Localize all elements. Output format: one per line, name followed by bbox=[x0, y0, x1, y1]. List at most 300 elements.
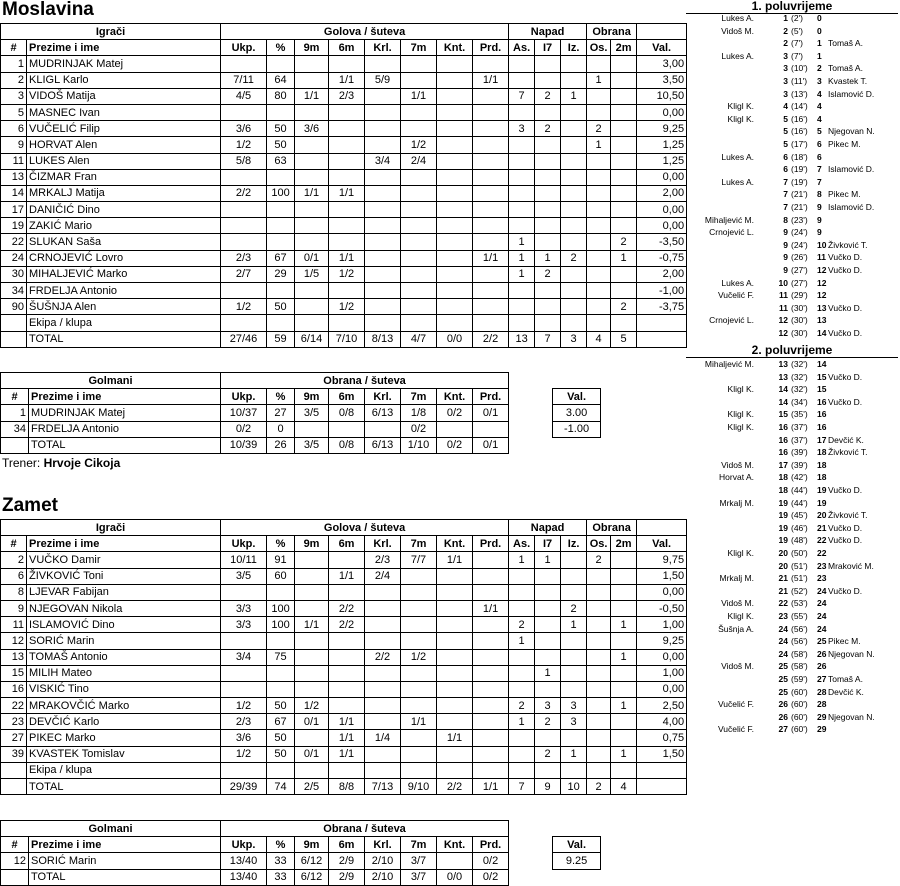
score-home: 4 bbox=[783, 101, 788, 112]
col-krl: Krl. bbox=[365, 389, 401, 405]
table-cell: 9,25 bbox=[637, 633, 687, 649]
table-cell bbox=[437, 137, 473, 153]
table-cell bbox=[561, 266, 587, 282]
ekipa-label: Ekipa / klupa bbox=[27, 315, 221, 331]
scorer-home: Crnojević L. bbox=[709, 315, 754, 326]
table-cell: 12 bbox=[1, 633, 27, 649]
table-cell bbox=[535, 681, 561, 697]
table-cell: 23 bbox=[1, 714, 27, 730]
table-cell bbox=[365, 600, 401, 616]
col-knt: Knt. bbox=[437, 40, 473, 56]
table-cell: 6/14 bbox=[295, 331, 329, 347]
table-cell bbox=[473, 568, 509, 584]
table-cell: 10 bbox=[561, 779, 587, 795]
table-cell bbox=[221, 234, 267, 250]
table-cell: 1/2 bbox=[329, 266, 365, 282]
table-cell: 2 bbox=[509, 698, 535, 714]
table-cell: -1.00 bbox=[553, 421, 601, 437]
minute: (34') bbox=[791, 396, 808, 407]
score-away: 5 bbox=[817, 126, 822, 137]
score-home: 16 bbox=[778, 422, 788, 432]
table-cell bbox=[401, 218, 437, 234]
group-obrana: Obrana bbox=[587, 24, 637, 40]
table-cell bbox=[437, 218, 473, 234]
table-cell: 22 bbox=[1, 234, 27, 250]
score-home: 19 bbox=[778, 535, 788, 546]
table-cell bbox=[473, 104, 509, 120]
scorer-home: Vidoš M. bbox=[721, 25, 754, 36]
table-cell: 7/13 bbox=[365, 779, 401, 795]
table-cell bbox=[401, 283, 437, 299]
score-home: 26 bbox=[778, 711, 788, 722]
empty-cell bbox=[295, 762, 329, 778]
table-cell: 26 bbox=[267, 437, 295, 453]
table-cell: 67 bbox=[267, 714, 295, 730]
table-cell: 2 bbox=[535, 746, 561, 762]
table-cell: 1/1 bbox=[401, 714, 437, 730]
col-num: # bbox=[1, 40, 27, 56]
goal-event bbox=[686, 277, 898, 289]
score-away: 6 bbox=[817, 151, 822, 162]
scorer-home: Mrkalj M. bbox=[719, 497, 754, 508]
score-home: 13 bbox=[778, 371, 788, 382]
scorer-home: Kligl K. bbox=[727, 384, 754, 395]
score-away: 10 bbox=[817, 239, 827, 250]
player-row bbox=[1, 121, 687, 137]
player-row bbox=[1, 153, 687, 169]
col-krl: Krl. bbox=[365, 40, 401, 56]
table-cell bbox=[365, 202, 401, 218]
minute: (16') bbox=[791, 113, 808, 124]
table-cell bbox=[437, 56, 473, 72]
table-cell bbox=[329, 283, 365, 299]
empty-cell bbox=[637, 315, 687, 331]
score-home: 10 bbox=[778, 277, 788, 288]
goal-event bbox=[686, 509, 898, 521]
table-cell bbox=[437, 617, 473, 633]
table-cell bbox=[611, 121, 637, 137]
goal-event bbox=[686, 446, 898, 458]
score-home: 20 bbox=[778, 548, 788, 558]
coach-label: Trener: bbox=[2, 456, 41, 470]
empty-cell bbox=[637, 520, 687, 536]
table-cell: 7/10 bbox=[329, 331, 365, 347]
goal-event bbox=[686, 371, 898, 383]
table-cell: 3 bbox=[561, 698, 587, 714]
player-row bbox=[1, 283, 687, 299]
player-row bbox=[1, 600, 687, 616]
empty-cell bbox=[509, 389, 553, 405]
score-home: 7 bbox=[783, 176, 788, 187]
empty-cell bbox=[509, 869, 601, 885]
table-cell bbox=[535, 617, 561, 633]
col-os: Os. bbox=[587, 536, 611, 552]
table-cell: 1/1 bbox=[473, 72, 509, 88]
table-cell bbox=[587, 698, 611, 714]
minute: (42') bbox=[791, 472, 808, 483]
table-cell bbox=[295, 104, 329, 120]
player-row bbox=[1, 552, 687, 568]
minute: (53') bbox=[791, 598, 808, 609]
table-cell: 16 bbox=[1, 681, 27, 697]
player-row bbox=[1, 617, 687, 633]
col-val: Val. bbox=[637, 536, 687, 552]
player-row bbox=[1, 746, 687, 762]
col-ukp: Ukp. bbox=[221, 837, 267, 853]
player-row bbox=[1, 56, 687, 72]
scorer-away: Pikec M. bbox=[828, 636, 861, 647]
player-row bbox=[1, 633, 687, 649]
minute: (51') bbox=[791, 573, 808, 584]
score-home: 15 bbox=[778, 409, 788, 420]
empty-cell bbox=[437, 762, 473, 778]
table-cell bbox=[437, 681, 473, 697]
table-cell bbox=[401, 202, 437, 218]
table-cell: VISKIĆ Tino bbox=[27, 681, 221, 697]
table-cell bbox=[267, 584, 295, 600]
table-cell bbox=[295, 169, 329, 185]
table-cell bbox=[267, 633, 295, 649]
table-cell bbox=[401, 234, 437, 250]
table-cell: 2 bbox=[535, 121, 561, 137]
table-cell bbox=[365, 714, 401, 730]
table-cell: 7 bbox=[509, 779, 535, 795]
table-cell bbox=[401, 250, 437, 266]
col-m7: 7m bbox=[401, 536, 437, 552]
table-cell: 1 bbox=[561, 88, 587, 104]
minute: (29') bbox=[791, 290, 808, 301]
table-cell: 1/2 bbox=[401, 649, 437, 665]
total-label: TOTAL bbox=[27, 331, 221, 347]
minute: (50') bbox=[791, 548, 808, 558]
table-cell bbox=[437, 665, 473, 681]
table-cell bbox=[473, 649, 509, 665]
table-cell bbox=[365, 746, 401, 762]
empty-cell bbox=[535, 762, 561, 778]
table-cell: 2 bbox=[587, 552, 611, 568]
table-cell bbox=[535, 584, 561, 600]
table-cell bbox=[365, 218, 401, 234]
score-home: 16 bbox=[778, 447, 788, 458]
scorer-home: Lukes A. bbox=[721, 151, 754, 162]
score-away: 17 bbox=[817, 434, 827, 445]
table-cell bbox=[535, 600, 561, 616]
table-cell: SORIĆ Marin bbox=[29, 853, 221, 869]
table-cell bbox=[509, 153, 535, 169]
table-cell: 27 bbox=[267, 405, 295, 421]
score-home: 20 bbox=[778, 560, 788, 571]
player-row bbox=[1, 137, 687, 153]
goal-event bbox=[686, 201, 898, 213]
score-home: 12 bbox=[778, 315, 788, 326]
goal-event bbox=[686, 522, 898, 534]
table-cell: 50 bbox=[267, 299, 295, 315]
table-cell bbox=[611, 552, 637, 568]
minute: (56') bbox=[791, 623, 808, 634]
home-goalkeepers-table bbox=[0, 372, 601, 454]
gk-column-header-row bbox=[1, 389, 601, 405]
scorer-home: Vidoš M. bbox=[721, 459, 754, 470]
table-cell: 1 bbox=[587, 72, 611, 88]
col-name: Prezime i ime bbox=[29, 837, 221, 853]
table-cell: -1,00 bbox=[637, 283, 687, 299]
table-cell: MASNEC Ivan bbox=[27, 104, 221, 120]
table-cell bbox=[437, 584, 473, 600]
table-cell: 1 bbox=[509, 633, 535, 649]
col-ukp: Ukp. bbox=[221, 536, 267, 552]
scorer-away: Vučko D. bbox=[828, 265, 863, 275]
score-home: 9 bbox=[783, 265, 788, 275]
table-cell: 1/1 bbox=[329, 185, 365, 201]
gk-column-header-row bbox=[1, 837, 601, 853]
gk-row bbox=[1, 421, 601, 437]
table-cell: 2/9 bbox=[329, 869, 365, 885]
score-home: 14 bbox=[778, 384, 788, 395]
score-away: 7 bbox=[817, 164, 822, 175]
table-cell bbox=[473, 299, 509, 315]
score-home: 5 bbox=[783, 126, 788, 137]
goal-event bbox=[686, 698, 898, 710]
table-cell bbox=[329, 56, 365, 72]
col-knt: Knt. bbox=[437, 837, 473, 853]
table-cell: -3,75 bbox=[637, 299, 687, 315]
total-label: TOTAL bbox=[27, 779, 221, 795]
score-home: 3 bbox=[783, 76, 788, 86]
table-cell bbox=[509, 665, 535, 681]
score-home: 24 bbox=[778, 648, 788, 659]
table-cell: 67 bbox=[267, 250, 295, 266]
scorer-home: Kligl K. bbox=[727, 113, 754, 124]
goal-event bbox=[686, 572, 898, 584]
table-cell: 24 bbox=[1, 250, 27, 266]
table-cell bbox=[329, 681, 365, 697]
table-cell: 29 bbox=[267, 266, 295, 282]
table-cell bbox=[401, 266, 437, 282]
score-home: 3 bbox=[783, 50, 788, 61]
table-cell bbox=[473, 665, 509, 681]
score-away: 13 bbox=[817, 302, 827, 313]
scorer-away: Njegovan N. bbox=[828, 648, 875, 659]
table-cell bbox=[295, 665, 329, 681]
table-cell: 7/11 bbox=[221, 72, 267, 88]
table-cell bbox=[587, 185, 611, 201]
score-away: 28 bbox=[817, 699, 827, 710]
minute: (39') bbox=[791, 459, 808, 470]
table-cell: 1/1 bbox=[329, 714, 365, 730]
ekipa-label: Ekipa / klupa bbox=[27, 762, 221, 778]
table-cell: 2/2 bbox=[473, 331, 509, 347]
group-header-row bbox=[1, 24, 687, 40]
table-cell bbox=[267, 104, 295, 120]
table-cell bbox=[535, 56, 561, 72]
table-cell: SLUKAN Saša bbox=[27, 234, 221, 250]
score-away: 9 bbox=[817, 202, 822, 212]
table-cell bbox=[509, 137, 535, 153]
group-golova: Golova / šuteva bbox=[221, 520, 509, 536]
table-cell: 2,50 bbox=[637, 698, 687, 714]
table-cell: 3/6 bbox=[221, 730, 267, 746]
table-cell bbox=[535, 153, 561, 169]
table-cell: VUČKO Damir bbox=[27, 552, 221, 568]
goal-event bbox=[686, 37, 898, 49]
score-away: 19 bbox=[817, 485, 827, 495]
score-home: 11 bbox=[779, 290, 788, 301]
table-cell bbox=[437, 283, 473, 299]
player-row bbox=[1, 665, 687, 681]
table-cell: 0,00 bbox=[637, 681, 687, 697]
empty-cell bbox=[221, 315, 267, 331]
scorer-away: Devčić K. bbox=[828, 686, 864, 697]
table-cell bbox=[401, 681, 437, 697]
table-cell: 2/2 bbox=[329, 600, 365, 616]
scorer-away: Njegovan N. bbox=[828, 711, 875, 722]
table-cell: 3/6 bbox=[295, 121, 329, 137]
goal-event bbox=[686, 383, 898, 395]
score-away: 1 bbox=[817, 50, 822, 61]
total-row bbox=[1, 779, 687, 795]
table-cell: 1 bbox=[611, 250, 637, 266]
table-cell: 10,50 bbox=[637, 88, 687, 104]
table-cell bbox=[561, 299, 587, 315]
table-cell: 1/1 bbox=[295, 185, 329, 201]
score-home: 3 bbox=[783, 63, 788, 74]
scorer-away: Živković T. bbox=[828, 510, 868, 521]
score-away: 22 bbox=[817, 535, 827, 546]
empty-cell bbox=[611, 762, 637, 778]
table-cell bbox=[587, 153, 611, 169]
empty-cell bbox=[365, 762, 401, 778]
table-cell bbox=[535, 137, 561, 153]
scorer-home: Mihaljević M. bbox=[704, 214, 754, 225]
goal-event bbox=[686, 151, 898, 163]
score-away: 19 bbox=[817, 497, 827, 508]
table-cell bbox=[295, 730, 329, 746]
table-cell bbox=[509, 104, 535, 120]
table-cell: 1 bbox=[611, 649, 637, 665]
table-cell bbox=[473, 121, 509, 137]
table-cell: 75 bbox=[267, 649, 295, 665]
table-cell bbox=[535, 72, 561, 88]
table-cell bbox=[611, 218, 637, 234]
table-cell bbox=[587, 283, 611, 299]
minute: (60') bbox=[791, 724, 808, 735]
table-cell bbox=[437, 250, 473, 266]
score-home: 6 bbox=[783, 151, 788, 162]
table-cell: 74 bbox=[267, 779, 295, 795]
table-cell bbox=[561, 218, 587, 234]
scorer-home: Vučelić F. bbox=[717, 699, 754, 710]
table-cell: 60 bbox=[267, 568, 295, 584]
table-cell: 1/2 bbox=[221, 137, 267, 153]
empty-cell bbox=[509, 437, 601, 453]
table-cell bbox=[401, 746, 437, 762]
minute: (37') bbox=[791, 422, 808, 432]
table-cell: 0/0 bbox=[437, 331, 473, 347]
table-cell bbox=[561, 234, 587, 250]
minute: (55') bbox=[791, 611, 808, 621]
col-prd: Prd. bbox=[473, 389, 509, 405]
score-home: 16 bbox=[778, 434, 788, 445]
table-cell bbox=[329, 665, 365, 681]
group-obrana-suteva: Obrana / šuteva bbox=[221, 373, 509, 389]
table-cell: MIHALJEVIĆ Marko bbox=[27, 266, 221, 282]
table-cell: 8/8 bbox=[329, 779, 365, 795]
score-away: 12 bbox=[817, 277, 827, 288]
minute: (7') bbox=[791, 50, 804, 61]
table-cell bbox=[437, 299, 473, 315]
table-cell: 7/7 bbox=[401, 552, 437, 568]
score-away: 26 bbox=[817, 661, 827, 672]
table-cell bbox=[401, 568, 437, 584]
table-cell: ZAKIĆ Mario bbox=[27, 218, 221, 234]
table-cell bbox=[587, 266, 611, 282]
table-cell bbox=[561, 552, 587, 568]
scorer-home: Mihaljević M. bbox=[704, 359, 754, 369]
col-m2: 2m bbox=[611, 40, 637, 56]
minute: (60') bbox=[791, 711, 808, 722]
table-cell bbox=[611, 137, 637, 153]
score-home: 8 bbox=[783, 214, 788, 225]
table-cell: 0/1 bbox=[295, 746, 329, 762]
table-cell bbox=[221, 681, 267, 697]
table-cell: MRAKOVČIĆ Marko bbox=[27, 698, 221, 714]
table-cell bbox=[329, 153, 365, 169]
table-cell bbox=[437, 633, 473, 649]
table-cell bbox=[295, 552, 329, 568]
table-cell: 1/1 bbox=[437, 730, 473, 746]
col-val: Val. bbox=[553, 837, 601, 853]
goal-event bbox=[686, 434, 898, 446]
col-knt: Knt. bbox=[437, 389, 473, 405]
empty-cell bbox=[1, 869, 29, 885]
score-home: 7 bbox=[783, 189, 788, 200]
score-home: 23 bbox=[778, 611, 788, 621]
table-cell bbox=[473, 714, 509, 730]
table-cell: 1/2 bbox=[221, 698, 267, 714]
table-cell: 2/2 bbox=[221, 185, 267, 201]
table-cell bbox=[295, 681, 329, 697]
table-cell bbox=[401, 730, 437, 746]
table-cell bbox=[587, 169, 611, 185]
table-cell: 1/1 bbox=[473, 250, 509, 266]
player-row bbox=[1, 104, 687, 120]
goal-event bbox=[686, 226, 898, 238]
table-cell: 0/2 bbox=[437, 405, 473, 421]
empty-cell bbox=[473, 315, 509, 331]
table-cell bbox=[473, 56, 509, 72]
score-away: 16 bbox=[817, 396, 827, 407]
goal-event bbox=[686, 471, 898, 483]
minute: (44') bbox=[791, 497, 808, 508]
table-cell: 1 bbox=[1, 405, 29, 421]
scorer-away: Pikec M. bbox=[828, 139, 861, 149]
table-cell bbox=[437, 72, 473, 88]
player-row bbox=[1, 730, 687, 746]
table-cell bbox=[587, 633, 611, 649]
group-header-row bbox=[1, 520, 687, 536]
scorer-away: Mraković M. bbox=[828, 560, 874, 571]
table-cell bbox=[587, 568, 611, 584]
goal-event bbox=[686, 459, 898, 471]
table-cell: ČIZMAR Fran bbox=[27, 169, 221, 185]
col-m7: 7m bbox=[401, 837, 437, 853]
table-cell: 1 bbox=[535, 250, 561, 266]
table-cell bbox=[267, 169, 295, 185]
scorer-home: Kligl K. bbox=[727, 548, 754, 558]
minute: (39') bbox=[791, 447, 808, 458]
minute: (60') bbox=[791, 686, 808, 697]
total-row bbox=[1, 331, 687, 347]
